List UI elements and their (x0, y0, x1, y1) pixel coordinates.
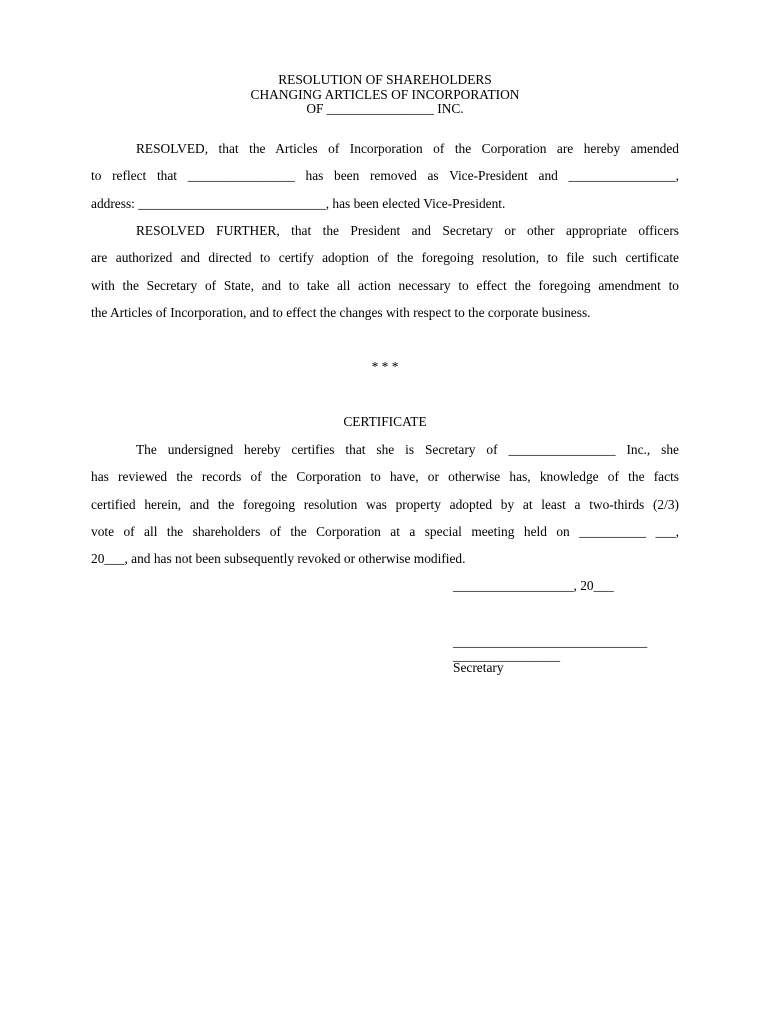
certificate-line-2: has reviewed the records of the Corporation to have, or otherwise has, knowledge of the facts (91, 469, 679, 485)
certificate-line-3: certified herein, and the foregoing resolution was property adopted by at least a two-thirds (2/3) (91, 496, 679, 512)
resolution-2-line-4: the Articles of Incorporation, and to effect the changes with respect to the corporate business. (91, 304, 591, 320)
resolution-paragraph-2 (91, 217, 679, 326)
date-blank: __________________, 20___ (453, 578, 614, 593)
resolution-2-line-2: are authorized and directed to certify adoption of the foregoing resolution, to file such certificate (91, 250, 679, 266)
resolution-2-line-3: with the Secretary of State, and to take all action necessary to effect the foregoing amendment to (91, 277, 679, 293)
signature-line-short: ________________ (453, 648, 561, 663)
title-line-3: OF ________________ INC. (306, 101, 464, 116)
resolution-1-line-3: address: ____________________________, has been elected Vice-President. (91, 195, 506, 211)
resolution-1-line-2: to reflect that ________________ has been removed as Vice-President and ________________, (91, 168, 679, 184)
title-line-1: RESOLUTION OF SHAREHOLDERS (278, 72, 492, 87)
resolution-paragraph-1 (91, 135, 679, 217)
certificate-line-5: 20___, and has not been subsequently revoked or otherwise modified. (91, 551, 466, 567)
certificate-line-1: The undersigned hereby certifies that she is Secretary of ________________ Inc., she (136, 442, 679, 457)
certificate-line-4: vote of all the shareholders of the Corporation at a special meeting held on __________ ___, (91, 523, 679, 539)
certificate-heading: CERTIFICATE (343, 414, 427, 429)
section-separator: * * * (371, 359, 399, 374)
signature-label: Secretary (453, 660, 504, 675)
resolution-2-line-1: RESOLVED FURTHER, that the President and Secretary or other appropriate officers (136, 223, 679, 238)
signature-line: _____________________________ (453, 634, 648, 649)
title-line-2: CHANGING ARTICLES OF INCORPORATION (250, 87, 520, 102)
resolution-1-line-1: RESOLVED, that the Articles of Incorporation of the Corporation are hereby amended (136, 141, 679, 156)
certificate-paragraph (91, 436, 679, 572)
